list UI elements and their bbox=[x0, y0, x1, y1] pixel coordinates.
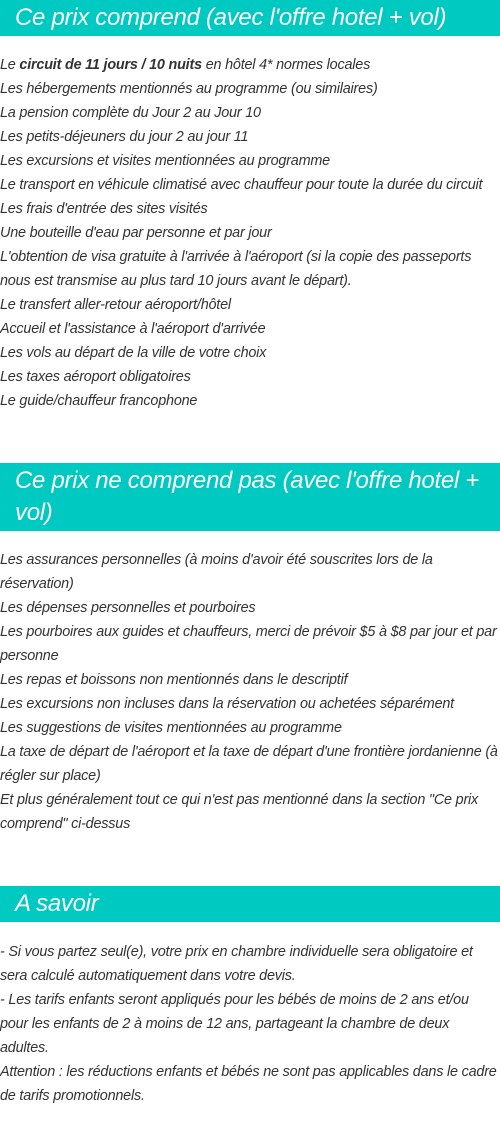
list-item: Les hébergements mentionnés au programme (ou similaires) bbox=[0, 81, 378, 97]
list-item: Attention : les réductions enfants et bébés ne sont pas applicables dans le cadre de tarifs promotionnels. bbox=[0, 1064, 497, 1104]
list-item: Le transport en véhicule climatisé avec chauffeur pour toute la durée du circuit bbox=[0, 177, 483, 193]
list-item: Les excursions non incluses dans la réservation ou achetées séparément bbox=[0, 696, 454, 712]
section-title-not-included: Ce prix ne comprend pas (avec l'offre hotel + vol) bbox=[15, 467, 479, 526]
list-item: Les repas et boissons non mentionnés dans le descriptif bbox=[0, 672, 348, 688]
section-header-a-savoir bbox=[0, 886, 500, 922]
list-item: Les petits-déjeuners du jour 2 au jour 11 bbox=[0, 129, 249, 145]
list-item: Les dépenses personnelles et pourboires bbox=[0, 600, 256, 616]
included-list bbox=[0, 53, 500, 413]
list-item: Le guide/chauffeur francophone bbox=[0, 393, 198, 409]
list-item: Les excursions et visites mentionnées au programme bbox=[0, 153, 330, 169]
not-included-list bbox=[0, 548, 500, 836]
list-item: - Si vous partez seul(e), votre prix en chambre individuelle sera obligatoire et sera calculé automatiquement dans votre devis. bbox=[0, 944, 473, 984]
list-item: - Les tarifs enfants seront appliqués pour les bébés de moins de 2 ans et/ou pour les enfants de 2 à moins de 12 ans, partageant la chambre de deux adultes. bbox=[0, 992, 469, 1056]
list-item: L'obtention de visa gratuite à l'arrivée à l'aéroport (si la copie des passeports nous est transmise au plus tard 10 jours avant le départ). bbox=[0, 249, 472, 289]
list-item: Les taxes aéroport obligatoires bbox=[0, 369, 191, 385]
list-item: Le circuit de 11 jours / 10 nuits en hôtel 4* normes locales bbox=[0, 57, 371, 73]
list-item: Une bouteille d'eau par personne et par jour bbox=[0, 225, 272, 241]
list-item: La pension complète du Jour 2 au Jour 10 bbox=[0, 105, 261, 121]
section-header-included bbox=[0, 0, 500, 36]
list-item: Les assurances personnelles (à moins d'avoir été souscrites lors de la réservation) bbox=[0, 552, 433, 592]
list-item: La taxe de départ de l'aéroport et la taxe de départ d'une frontière jordanienne (à régler sur place) bbox=[0, 744, 498, 784]
list-item: Le transfert aller-retour aéroport/hôtel bbox=[0, 297, 231, 313]
a-savoir-list bbox=[0, 940, 500, 1108]
section-title-a-savoir: A savoir bbox=[15, 890, 99, 917]
list-item: Les suggestions de visites mentionnées au programme bbox=[0, 720, 342, 736]
section-header-not-included bbox=[0, 463, 500, 531]
list-item: Accueil et l'assistance à l'aéroport d'arrivée bbox=[0, 321, 266, 337]
list-item: Les frais d'entrée des sites visités bbox=[0, 201, 208, 217]
list-item: Les pourboires aux guides et chauffeurs, merci de prévoir $5 à $8 par jour et par personne bbox=[0, 624, 497, 664]
list-item: Et plus généralement tout ce qui n'est pas mentionné dans la section "Ce prix comprend" ci-dessus bbox=[0, 792, 479, 832]
list-item: Les vols au départ de la ville de votre choix bbox=[0, 345, 267, 361]
section-title-included: Ce prix comprend (avec l'offre hotel + vol) bbox=[15, 4, 447, 31]
